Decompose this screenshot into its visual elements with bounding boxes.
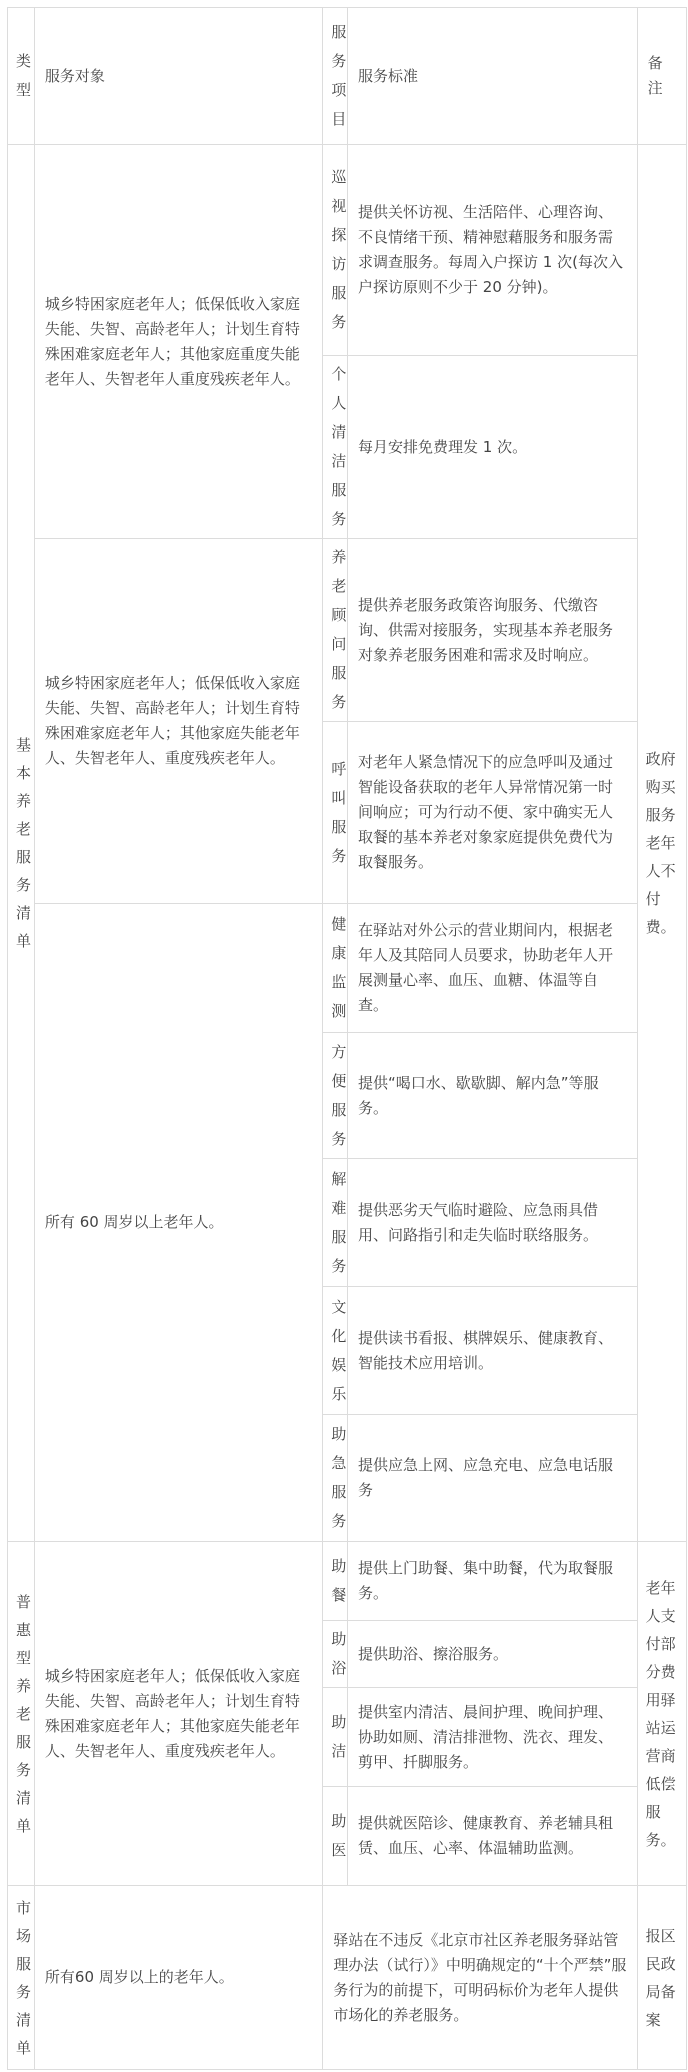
table-row (8, 1886, 687, 2070)
table-row (8, 904, 687, 1033)
standard-cell: 在驿站对外公示的营业期间内，根据老年人及其陪同人员要求，协助老年人开展测量心率、血压、血糖、体温等自查。 (348, 904, 638, 1033)
table-row (8, 1542, 687, 1621)
standard-cell: 每月安排免费理发 1 次。 (348, 356, 638, 539)
object-cell: 所有 60 周岁以上老年人。 (34, 904, 322, 1542)
standard-cell: 提供上门助餐、集中助餐，代为取餐服务。 (348, 1542, 638, 1621)
item-cell: 助医 (323, 1787, 348, 1886)
header-type: 类型 (8, 8, 35, 145)
standard-cell: 提供读书看报、棋牌娱乐、健康教育、智能技术应用培训。 (348, 1287, 638, 1415)
object-cell: 城乡特困家庭老年人；低保低收入家庭失能、失智、高龄老年人；计划生育特殊困难家庭老年人；其他家庭失能老年人、失智老年人、重度残疾老年人。 (34, 1542, 322, 1886)
standard-cell: 提供助浴、擦浴服务。 (348, 1621, 638, 1688)
service-list-table (7, 7, 687, 2070)
type-cell-basic: 基本养老服务清单 (8, 145, 35, 1542)
type-cell-inclusive: 普惠型养老服务清单 (8, 1542, 35, 1886)
item-cell: 助浴 (323, 1621, 348, 1688)
object-cell: 城乡特困家庭老年人；低保低收入家庭失能、失智、高龄老年人；计划生育特殊困难家庭老年人；其他家庭重度失能老年人、失智老年人重度残疾老年人。 (34, 145, 322, 539)
item-cell: 个人清洁服务 (323, 356, 348, 539)
header-object: 服务对象 (34, 8, 322, 145)
note-cell-market: 报区民政局备案 (637, 1886, 686, 2070)
note-cell-inclusive: 老年人支付部分费用驿站运营商低偿服务。 (637, 1542, 686, 1886)
object-cell: 城乡特困家庭老年人；低保低收入家庭失能、失智、高龄老年人；计划生育特殊困难家庭老年人；其他家庭失能老年人、失智老年人、重度残疾老年人。 (34, 539, 322, 904)
item-cell: 呼叫服务 (323, 722, 348, 904)
standard-cell: 提供恶劣天气临时避险、应急雨具借用、问路指引和走失临时联络服务。 (348, 1159, 638, 1287)
item-cell: 文化娱乐 (323, 1287, 348, 1415)
item-cell: 方便服务 (323, 1033, 348, 1159)
standard-cell: 提供养老服务政策咨询服务、代缴咨询、供需对接服务，实现基本养老服务对象养老服务困难和需求及时响应。 (348, 539, 638, 722)
header-item: 服务项目 (323, 8, 348, 145)
item-cell: 助餐 (323, 1542, 348, 1621)
table-row (8, 145, 687, 356)
type-cell-market: 市场服务清单 (8, 1886, 35, 2070)
table-header-row (8, 8, 687, 145)
item-cell: 解难服务 (323, 1159, 348, 1287)
note-cell-basic: 政府购买服务老年人不付费。 (637, 145, 686, 1542)
item-cell: 养老顾问服务 (323, 539, 348, 722)
standard-cell: 对老年人紧急情况下的应急呼叫及通过智能设备获取的老年人异常情况第一时间响应；可为行动不便、家中确实无人取餐的基本养老对象家庭提供免费代为取餐服务。 (348, 722, 638, 904)
item-cell: 助洁 (323, 1688, 348, 1787)
item-cell: 巡视探访服务 (323, 145, 348, 356)
item-cell: 健康监测 (323, 904, 348, 1033)
table-row (8, 539, 687, 722)
object-cell: 所有60 周岁以上的老年人。 (34, 1886, 322, 2070)
item-cell: 助急服务 (323, 1415, 348, 1542)
standard-cell: 驿站在不违反《北京市社区养老服务驿站管理办法（试行）》中明确规定的“十个严禁”服务行为的前提下，可明码标价为老年人提供市场化的养老服务。 (323, 1886, 637, 2070)
standard-cell: 提供“喝口水、歇歇脚、解内急”等服务。 (348, 1033, 638, 1159)
standard-cell: 提供应急上网、应急充电、应急电话服务 (348, 1415, 638, 1542)
header-note: 备注 (637, 8, 686, 145)
header-standard: 服务标准 (348, 8, 638, 145)
standard-cell: 提供关怀访视、生活陪伴、心理咨询、不良情绪干预、精神慰藉服务和服务需求调查服务。每周入户探访 1 次(每次入户探访原则不少于 20 分钟)。 (348, 145, 638, 356)
standard-cell: 提供就医陪诊、健康教育、养老辅具租赁、血压、心率、体温辅助监测。 (348, 1787, 638, 1886)
standard-cell: 提供室内清洁、晨间护理、晚间护理、协助如厕、清洁排泄物、洗衣、理发、剪甲、扦脚服务。 (348, 1688, 638, 1787)
